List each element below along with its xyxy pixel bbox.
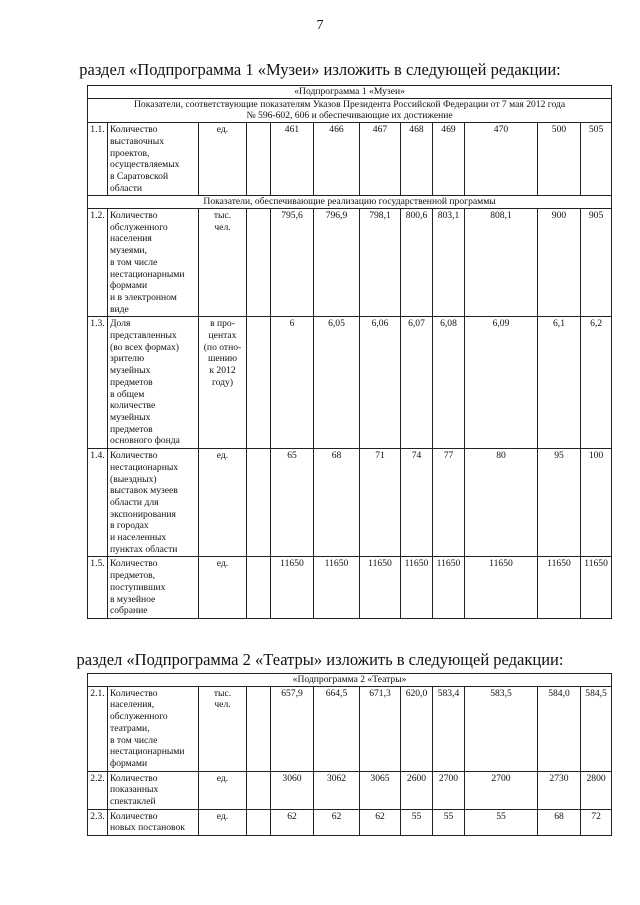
text-line: театрами, — [110, 722, 150, 734]
value-cell: 905 — [581, 209, 612, 317]
row-number: 2.3. — [88, 809, 108, 835]
value-cell: 664,5 — [314, 686, 360, 771]
value-cell: 6,05 — [314, 317, 360, 449]
indicator-row — [88, 686, 612, 771]
value-cell: 671,3 — [360, 686, 401, 771]
text-line: нестационарных — [110, 461, 179, 473]
table1-title-row — [88, 86, 612, 99]
value-cell: 2600 — [401, 771, 433, 809]
value-cell: 11650 — [314, 557, 360, 619]
text-line: формами — [110, 280, 148, 292]
text-line: предметов, — [110, 570, 156, 582]
value-cell: 55 — [465, 809, 538, 835]
value-cell: 505 — [581, 123, 612, 196]
text-line: Количество — [110, 687, 158, 699]
empty-cell — [247, 449, 271, 557]
row-number: 1.4. — [88, 449, 108, 557]
value-cell: 3065 — [360, 771, 401, 809]
text-line: шению — [207, 353, 238, 365]
text-line: области — [110, 182, 143, 194]
text-line: в музейное — [110, 593, 156, 605]
row-number: 2.1. — [88, 686, 108, 771]
value-cell: 583,5 — [465, 686, 538, 771]
value-cell: 100 — [581, 449, 612, 557]
row-number: 1.3. — [88, 317, 108, 449]
theatres-table — [87, 673, 612, 836]
value-cell: 71 — [360, 449, 401, 557]
empty-cell — [247, 317, 271, 449]
table2-title-row — [88, 674, 612, 687]
value-cell: 808,1 — [465, 209, 538, 317]
unit — [199, 317, 247, 449]
text-line: основного фонда — [110, 435, 180, 447]
text-line: экспонирования — [110, 508, 176, 520]
value-cell: 55 — [433, 809, 465, 835]
text-line: Количество — [110, 124, 158, 136]
indicator-name — [108, 809, 199, 835]
row-number: 1.1. — [88, 123, 108, 196]
value-cell: 11650 — [433, 557, 465, 619]
text-line: Доля — [110, 318, 131, 330]
value-cell: 62 — [314, 809, 360, 835]
indicator-row — [88, 209, 612, 317]
group1-header-line2: № 596-602, 606 и обеспечивающие их достижение — [246, 110, 453, 122]
text-line: тыс. — [213, 687, 232, 699]
group2-header-row — [88, 196, 612, 209]
indicator-name — [108, 209, 199, 317]
value-cell: 11650 — [538, 557, 581, 619]
value-cell: 72 — [581, 809, 612, 835]
text-line: чел. — [214, 699, 231, 711]
text-line: виде — [110, 303, 129, 315]
table2-title: «Подпрограмма 2 «Театры» — [88, 674, 612, 687]
text-line: новых постановок — [110, 822, 185, 834]
value-cell: 469 — [433, 123, 465, 196]
value-cell: 11650 — [465, 557, 538, 619]
section1-heading: раздел «Подпрограмма 1 «Музеи» изложить в следующей редакции: — [79, 60, 561, 79]
value-cell: 77 — [433, 449, 465, 557]
value-cell: 74 — [401, 449, 433, 557]
text-line: представленных — [110, 330, 177, 342]
text-line: Количество — [110, 772, 158, 784]
text-line: (по отно- — [203, 341, 242, 353]
unit — [199, 771, 247, 809]
table1-title: «Подпрограмма 1 «Музеи» — [88, 86, 612, 99]
unit — [199, 209, 247, 317]
indicator-row — [88, 771, 612, 809]
museums-table — [87, 85, 612, 619]
value-cell: 798,1 — [360, 209, 401, 317]
text-line: тыс. — [213, 210, 232, 222]
section2-heading: раздел «Подпрограмма 2 «Театры» изложить в следующей редакции: — [76, 650, 564, 669]
text-line: музейных — [110, 411, 151, 423]
empty-cell — [247, 771, 271, 809]
empty-cell — [247, 686, 271, 771]
indicator-row — [88, 809, 612, 835]
value-cell: 6,06 — [360, 317, 401, 449]
value-cell: 80 — [465, 449, 538, 557]
text-line: населения — [110, 233, 152, 245]
indicator-name — [108, 123, 199, 196]
indicator-row — [88, 449, 612, 557]
text-line: в том числе — [110, 734, 158, 746]
text-line: (выездных) — [110, 473, 157, 485]
empty-cell — [247, 209, 271, 317]
value-cell: 62 — [360, 809, 401, 835]
value-cell: 583,4 — [433, 686, 465, 771]
value-cell: 470 — [465, 123, 538, 196]
value-cell: 2730 — [538, 771, 581, 809]
text-line: Количество — [110, 558, 158, 570]
value-cell: 3062 — [314, 771, 360, 809]
text-line: предметов — [110, 423, 153, 435]
text-line: обслуженного — [110, 221, 168, 233]
text-line: в городах — [110, 520, 149, 532]
value-cell: 584,0 — [538, 686, 581, 771]
text-line: пунктах области — [110, 543, 178, 555]
unit — [199, 686, 247, 771]
text-line: выставок музеев — [110, 485, 178, 497]
text-line: ед. — [216, 124, 229, 136]
value-cell: 68 — [538, 809, 581, 835]
value-cell: 62 — [271, 809, 314, 835]
group1-header-row — [88, 98, 612, 122]
empty-cell — [247, 557, 271, 619]
text-line: осуществляемых — [110, 159, 180, 171]
group1-header-line1: Показатели, соответствующие показателям Указов Президента Российской Федерации от 7 мая 2012 года — [133, 98, 566, 110]
value-cell: 55 — [401, 809, 433, 835]
value-cell: 900 — [538, 209, 581, 317]
text-line: в про- — [210, 318, 235, 330]
page-number: 7 — [316, 18, 324, 33]
text-line: ед. — [216, 772, 229, 784]
value-cell: 2800 — [581, 771, 612, 809]
unit — [199, 449, 247, 557]
row-number: 1.5. — [88, 557, 108, 619]
empty-cell — [247, 809, 271, 835]
text-line: чел. — [214, 221, 231, 233]
value-cell: 3060 — [271, 771, 314, 809]
indicator-name — [108, 557, 199, 619]
text-line: нестационарными — [110, 268, 185, 280]
text-line: Количество — [110, 450, 158, 462]
text-line: к 2012 — [209, 365, 236, 377]
text-line: ед. — [216, 558, 229, 570]
text-line: Количество — [110, 810, 158, 822]
text-line: Количество — [110, 210, 158, 222]
text-line: году) — [211, 376, 234, 388]
value-cell: 65 — [271, 449, 314, 557]
row-number: 1.2. — [88, 209, 108, 317]
value-cell: 2700 — [433, 771, 465, 809]
text-line: формами — [110, 757, 148, 769]
text-line: населения, — [110, 699, 155, 711]
row-number: 2.2. — [88, 771, 108, 809]
text-line: и в электронном — [110, 291, 177, 303]
text-line: зрителю — [110, 353, 145, 365]
value-cell: 6,2 — [581, 317, 612, 449]
value-cell: 800,6 — [401, 209, 433, 317]
indicator-name — [108, 771, 199, 809]
value-cell: 796,9 — [314, 209, 360, 317]
value-cell: 584,5 — [581, 686, 612, 771]
value-cell: 466 — [314, 123, 360, 196]
text-line: ед. — [216, 450, 229, 462]
value-cell: 467 — [360, 123, 401, 196]
value-cell: 11650 — [271, 557, 314, 619]
value-cell: 468 — [401, 123, 433, 196]
value-cell: 500 — [538, 123, 581, 196]
text-line: обслуженного — [110, 711, 168, 723]
text-line: в Саратовской — [110, 170, 169, 182]
value-cell: 803,1 — [433, 209, 465, 317]
text-line: (во всех формах) — [110, 341, 179, 353]
group1-header — [88, 98, 612, 122]
indicator-row — [88, 557, 612, 619]
text-line: центах — [208, 330, 237, 342]
text-line: проектов, — [110, 147, 150, 159]
value-cell: 657,9 — [271, 686, 314, 771]
value-cell: 68 — [314, 449, 360, 557]
indicator-row — [88, 123, 612, 196]
text-line: нестационарными — [110, 746, 185, 758]
value-cell: 6,1 — [538, 317, 581, 449]
value-cell: 6,09 — [465, 317, 538, 449]
unit — [199, 809, 247, 835]
text-line: собрание — [110, 605, 148, 617]
empty-cell — [247, 123, 271, 196]
text-line: музейных — [110, 365, 151, 377]
text-line: спектаклей — [110, 796, 156, 808]
text-line: ед. — [216, 810, 229, 822]
indicator-name — [108, 317, 199, 449]
indicator-name — [108, 686, 199, 771]
text-line: области для — [110, 496, 159, 508]
text-line: показанных — [110, 784, 159, 796]
group2-header: Показатели, обеспечивающие реализацию государственной программы — [88, 196, 612, 209]
text-line: предметов — [110, 376, 153, 388]
value-cell: 6,07 — [401, 317, 433, 449]
text-line: и населенных — [110, 532, 167, 544]
value-cell: 11650 — [360, 557, 401, 619]
value-cell: 461 — [271, 123, 314, 196]
indicator-row — [88, 317, 612, 449]
text-line: выставочных — [110, 135, 165, 147]
value-cell: 95 — [538, 449, 581, 557]
text-line: музеями, — [110, 245, 147, 257]
text-line: в том числе — [110, 256, 158, 268]
text-line: поступивших — [110, 581, 166, 593]
unit — [199, 557, 247, 619]
text-line: количестве — [110, 400, 156, 412]
value-cell: 11650 — [581, 557, 612, 619]
value-cell: 6 — [271, 317, 314, 449]
value-cell: 2700 — [465, 771, 538, 809]
value-cell: 620,0 — [401, 686, 433, 771]
value-cell: 11650 — [401, 557, 433, 619]
value-cell: 6,08 — [433, 317, 465, 449]
indicator-name — [108, 449, 199, 557]
unit — [199, 123, 247, 196]
value-cell: 795,6 — [271, 209, 314, 317]
text-line: в общем — [110, 388, 145, 400]
